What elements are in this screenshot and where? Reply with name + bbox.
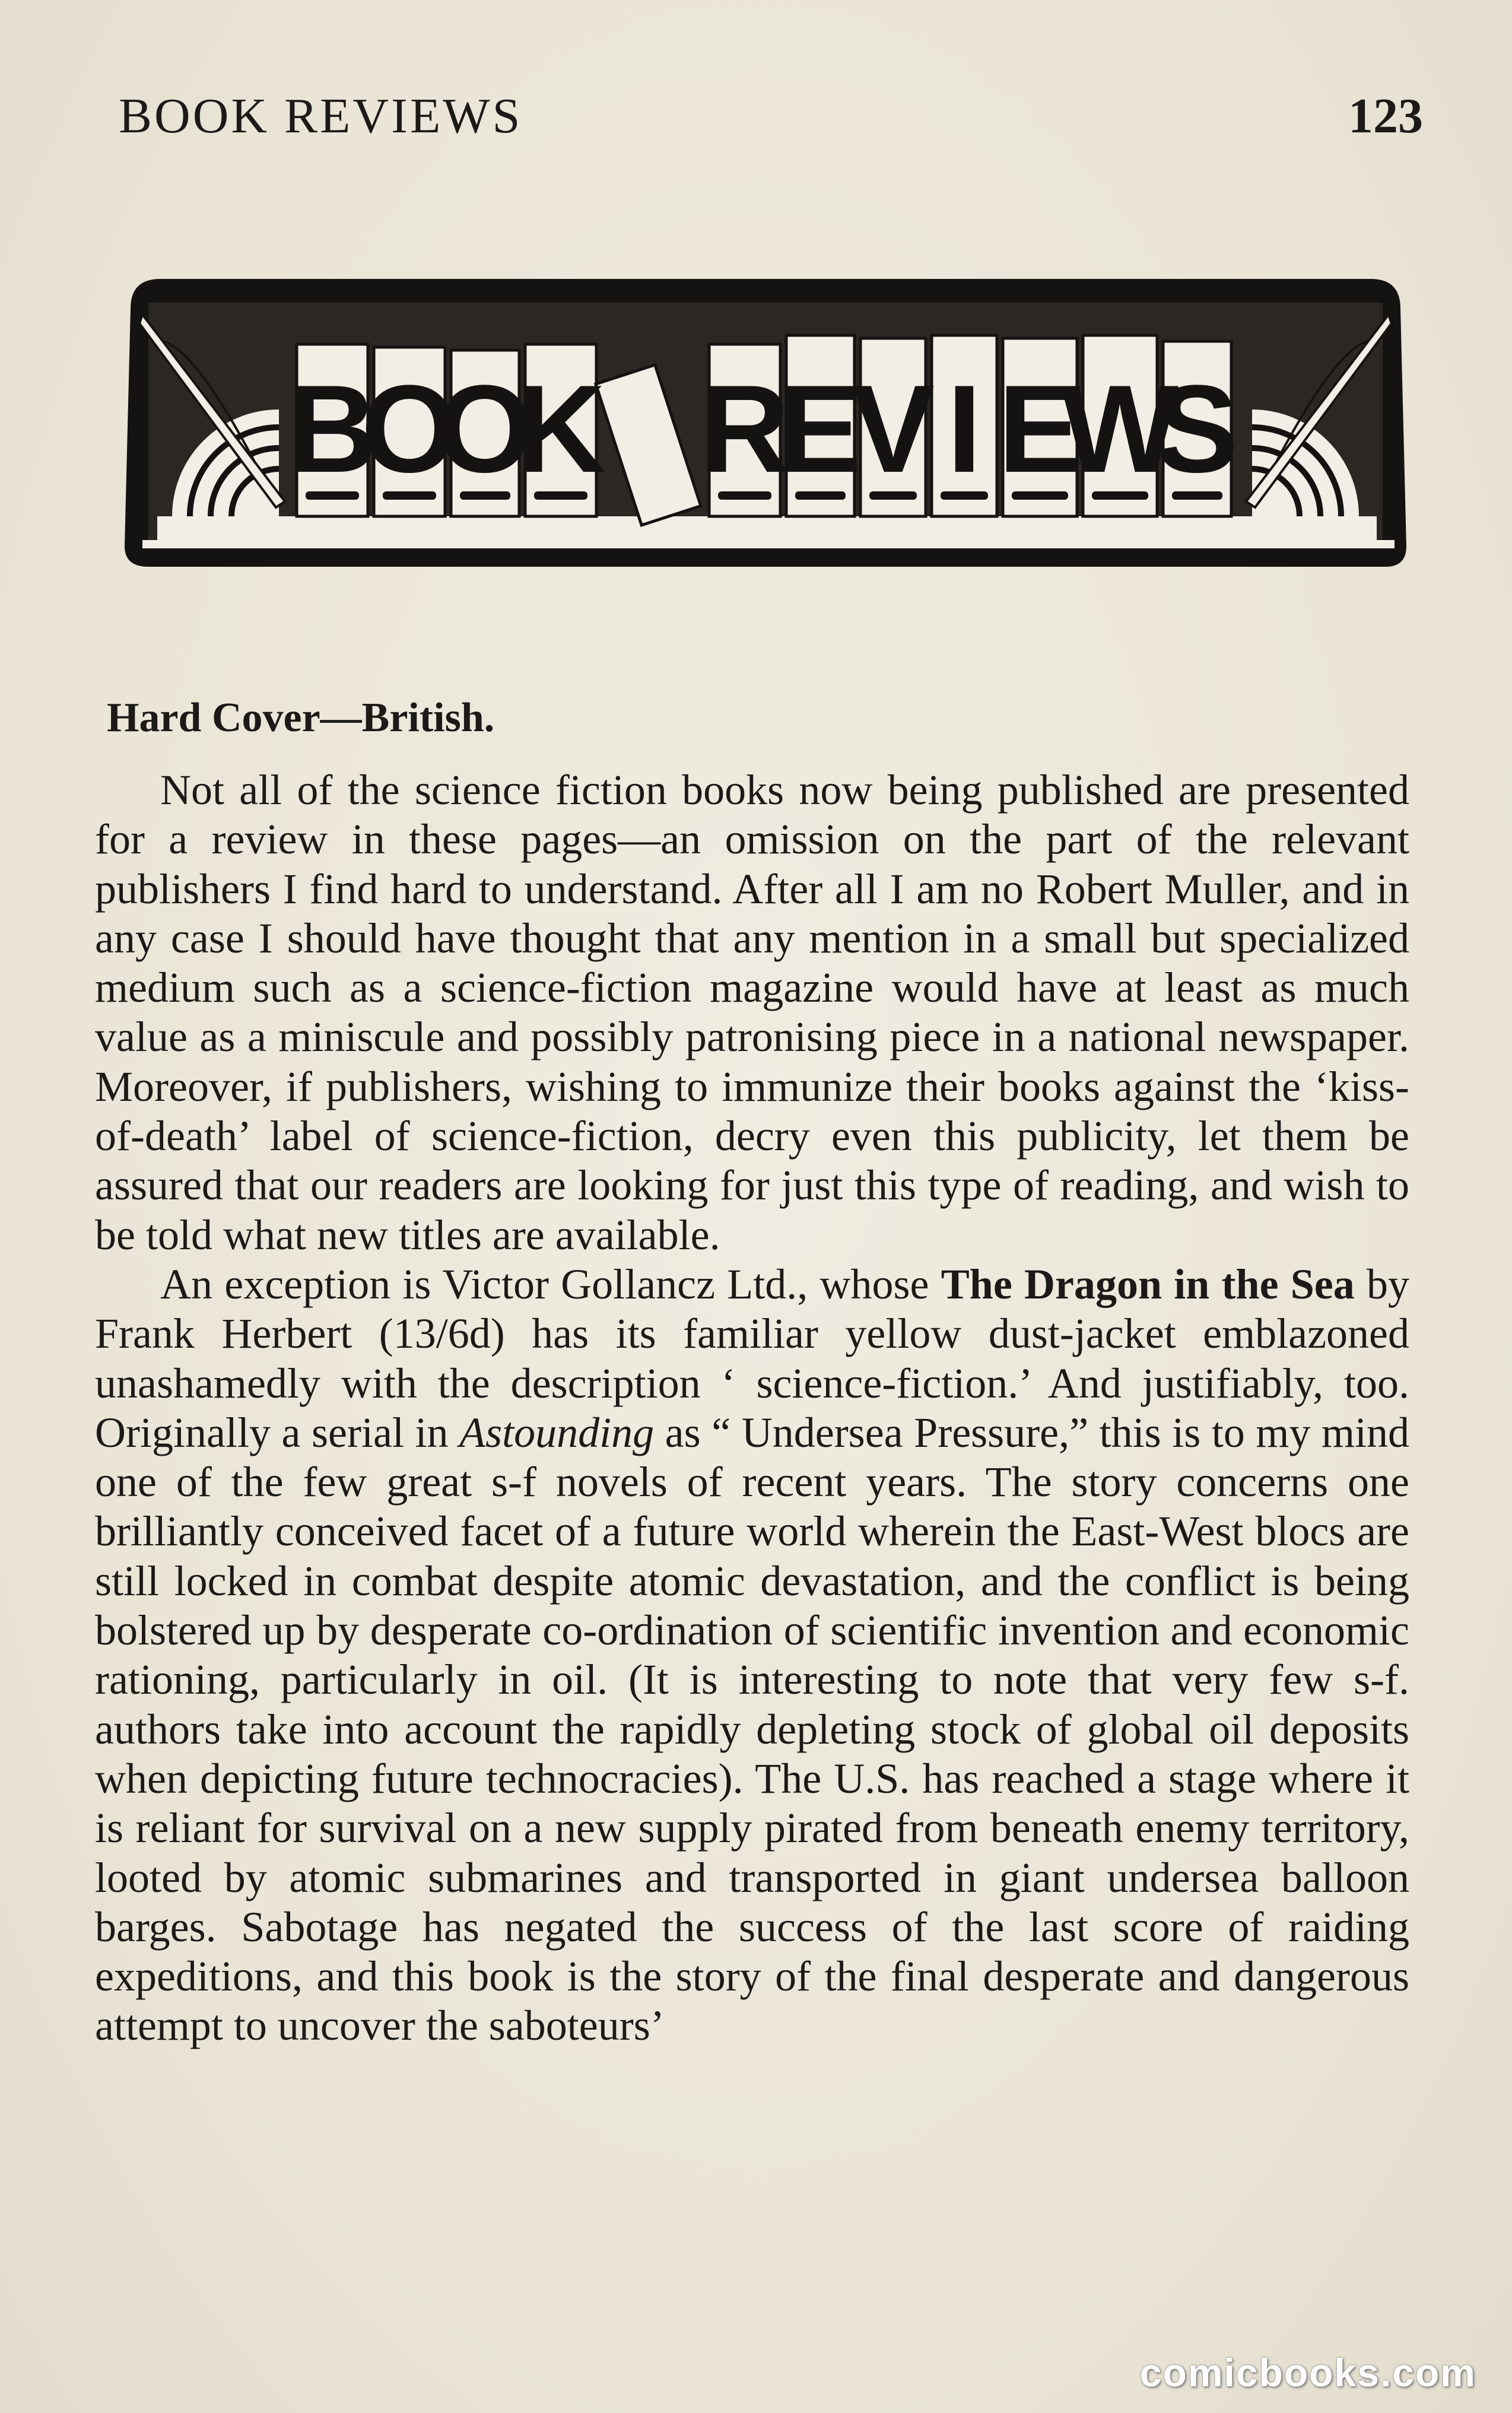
book-title: The Dragon in the Sea [941,1260,1355,1308]
banner-letter: O [361,359,458,499]
banner-letter: E [778,359,862,499]
page-number: 123 [1348,88,1423,144]
text-run: by Frank Herbert (13/6d) has its familiar yellow dust-jacket emblazoned unashamedly with the description ‘ science-fiction.’ And justifiably, too. Originally a serial in [95,1260,1410,1456]
running-title: BOOK REVIEWS [119,88,523,144]
banner-letter: O [436,359,533,499]
banner-letter: I [946,359,982,499]
paragraph: Not all of the science fiction books now being published are presented for a review in these pages—an omission on the part of the relevant publishers I find hard to understand. After all I am no Robert Muller, and in any case I should have thought that any mention in a small but specialized medium such as a science-fiction magazine would have at least as much value as a miniscule and possibly patronising piece in a national newspaper. Moreover, if publishers, wishing to immunize their books against the ‘kiss-of-death’ label of science-fiction, decry even this publicity, let them be assured that our readers are looking for just this type of reading, and wish to be told what new titles are available. [95,766,1409,1259]
banner-letter: V [851,359,935,499]
banner-letter: K [516,359,606,499]
banner-letter: S [1155,359,1239,499]
book-reviews-banner [107,267,1424,582]
banner-letter: E [998,359,1082,499]
banner-illustration [107,267,1424,582]
running-head [119,83,1423,148]
shelf-edge [142,540,1395,548]
magazine-title: Astounding [459,1408,655,1456]
shelf [157,516,1377,540]
banner-letter: B [287,359,377,499]
section-heading: Hard Cover—British. [107,695,495,741]
paragraph [95,1260,1409,2051]
banner-lettering [287,359,1238,499]
watermark: comicbooks.com [1139,2351,1476,2395]
text-run: An exception is Victor Gollancz Ltd., whose [160,1260,941,1308]
banner-letter: W [1060,359,1179,499]
review-body [95,766,1409,2051]
text-run: as “ Undersea Pressure,” this is to my mind one of the few great s-f novels of recent years. The story concerns one brilliantly conceived facet of a future world wherein the East-West blocs are still locked in combat despite atomic devastation, and the conflict is being bolstered up by desperate co-ordination of scientific invention and economic rationing, particularly in oil. (It is interesting to note that very few s-f. authors take into account the rapidly depleting stock of global oil deposits when depicting future technocracies). The U.S. has reached a stage where it is reliant for survival on a new supply pirated from beneath enemy territory, looted by atomic submarines and transported in giant undersea balloon barges. Sabotage has negated the success of the last score of raiding expeditions, and this book is the story of the final desperate and dangerous attempt to uncover the saboteurs’ [95,1408,1409,2050]
banner-letter: R [700,359,790,499]
